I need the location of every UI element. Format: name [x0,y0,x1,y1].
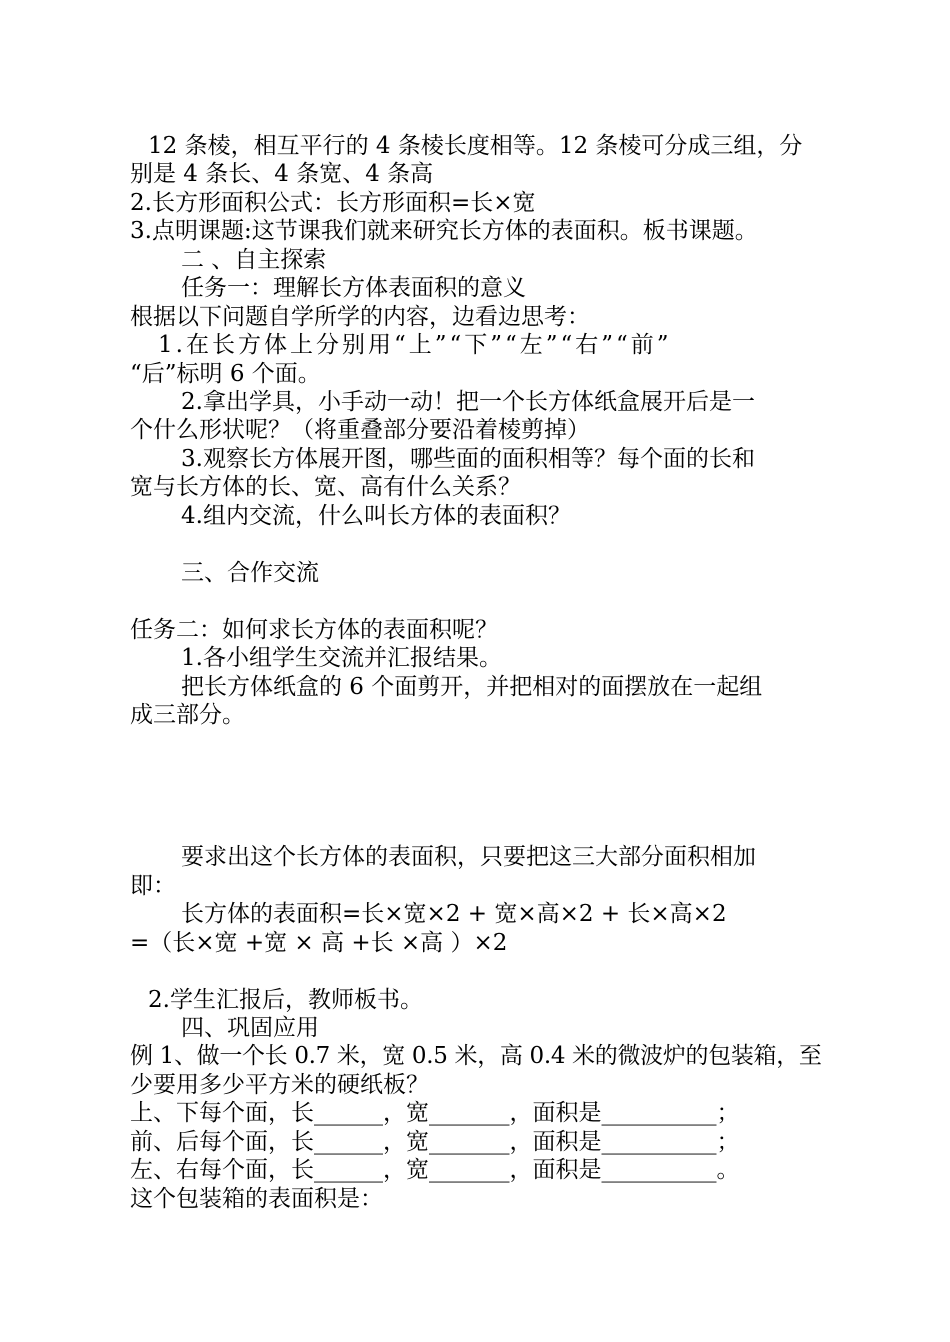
section-heading: 二 、自主探索 [181,247,327,273]
section-heading: 三、合作交流 [181,560,319,586]
section-heading: 四、巩固应用 [181,1015,319,1041]
example-line: 例 1、做一个长 0.7 米，宽 0.5 米，高 0.4 米的微波炉的包装箱，至 [130,1043,822,1069]
example-line: 少要用多少平方米的硬纸板？ [130,1072,429,1098]
text-line: 4.组内交流，什么叫长方体的表面积？ [181,503,571,529]
text-line: 1.在长方体上分别用“上”“下”“左”“右”“前” [158,332,672,358]
text-line: 成三部分。 [130,702,245,728]
text-line: 1.各小组学生交流并汇报结果。 [181,645,502,671]
fill-in-line: 前、后每个面，长______，宽_______，面积是__________； [130,1129,740,1155]
formula-line: 长方体的表面积=长×宽×2 + 宽×高×2 + 长×高×2 [181,901,727,927]
text-line: 个什么形状呢？（将重叠部分要沿着棱剪掉） [130,417,590,443]
text-line: 即： [130,873,176,899]
text-line: 2.拿出学具，小手动一动！把一个长方体纸盒展开后是一 [181,389,755,415]
text-line: 3.观察长方体展开图，哪些面的面积相等？每个面的长和 [181,446,755,472]
text-line: 把长方体纸盒的 6 个面剪开，并把相对的面摆放在一起组 [181,674,763,700]
text-line: 要求出这个长方体的表面积，只要把这三大部分面积相加 [181,844,756,870]
fill-in-line: 左、右每个面，长______，宽_______，面积是__________。 [130,1157,740,1183]
task-heading: 任务二：如何求长方体的表面积呢？ [130,617,498,643]
fill-in-line: 上、下每个面，长______，宽_______，面积是__________； [130,1100,740,1126]
text-line: 3.点明课题:这节课我们就来研究长方体的表面积。板书课题。 [130,218,758,244]
text-line: 2.长方形面积公式：长方形面积=长×宽 [130,190,536,216]
text-line: 这个包装箱的表面积是： [130,1186,383,1212]
text-line: 12 条棱，相互平行的 4 条棱长度相等。12 条棱可分成三组，分 [148,133,803,159]
task-heading: 任务一：理解长方体表面积的意义 [181,275,526,301]
text-line: 别是 4 条长、4 条宽、4 条高 [130,161,434,187]
text-line: “后”标明 6 个面。 [130,361,321,387]
text-line: 根据以下问题自学所学的内容，边看边思考： [130,304,590,330]
text-line: 宽与长方体的长、宽、高有什么关系？ [130,474,521,500]
formula-line: =（长×宽 +宽 × 高 +长 ×高 ）×2 [130,930,508,956]
text-line: 2.学生汇报后，教师板书。 [148,987,423,1013]
